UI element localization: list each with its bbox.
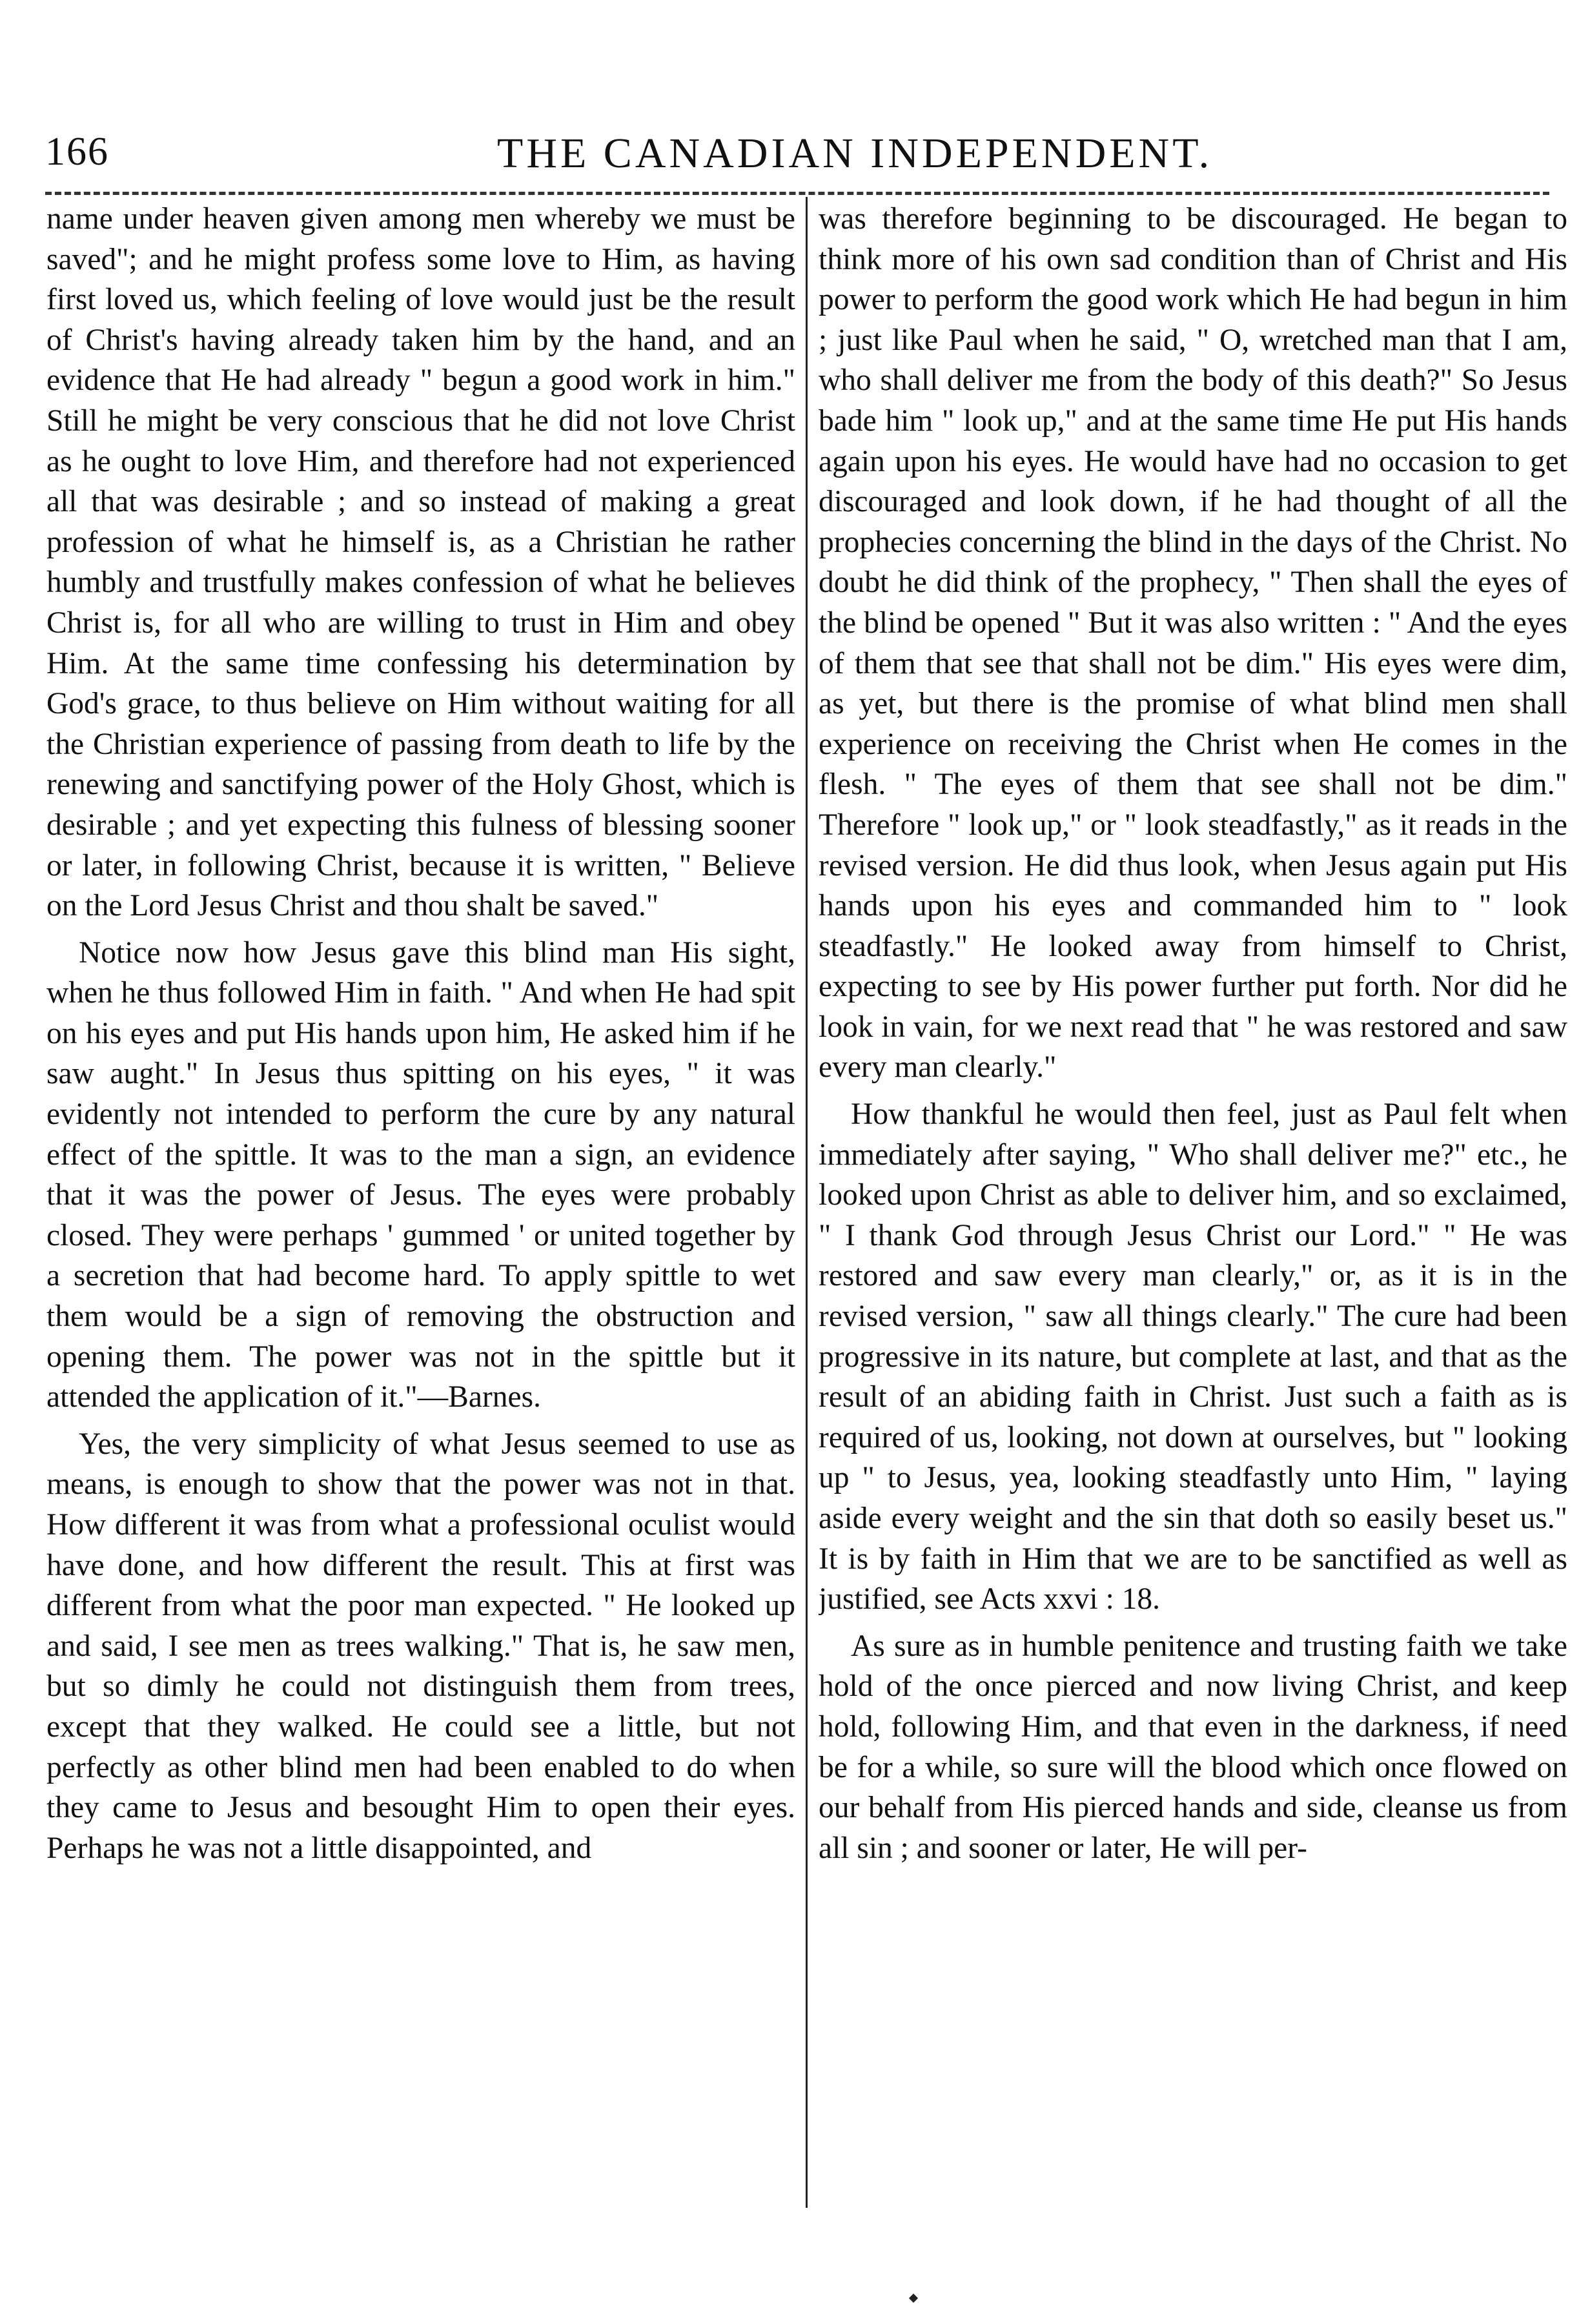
running-title: THE CANADIAN INDEPENDENT. — [497, 130, 1213, 177]
paragraph: Notice now how Jesus gave this blind man His sight, when he thus followed Him in faith. " And when He had spit on his eyes and put His hands upon him, He asked him if he saw aught." In Jesus thus spitting on his eyes, " it was evidently not intended to perform the cure by any natural effect of the spittle. It was to the man a sign, an evidence that it was the power of Jesus. The eyes were probably closed. They were perhaps ' gummed ' or united together by a secretion that had become hard. To apply spittle to wet them would be a sign of removing the obstruction and opening them. The power was not in the spittle but it attended the application of it."—Barnes. — [46, 935, 795, 1414]
page-number: 166 — [45, 130, 109, 174]
right-column — [819, 199, 1567, 2207]
page-header — [45, 129, 1549, 187]
paragraph: was therefore beginning to be discouraged. He began to think more of his own sad condition than of Christ and His power to perform the good work which He had begun in him ; just like Paul when he said, " O, wretched man that I am, who shall deliver me from the body of this death?" So Jesus bade him " look up," and at the same time He put His hands again upon his eyes. He would have had no occasion to get discouraged and look down, if he had thought of all the prophecies concerning the blind in the days of the Christ. No doubt he did think of the prophecy, " Then shall the eyes of the blind be opened " But it was also written : " And the eyes of them that see that shall not be dim." His eyes were dim, as yet, but there is the promise of what blind men shall experience on receiving the Christ when He comes in the flesh. " The eyes of them that see shall not be dim." Therefore " look up," or " look steadfastly," as it reads in the revised version. He did thus look, when Jesus again put His hands upon his eyes and commanded him to " look steadfastly." He looked away from himself to Christ, expecting to see by His power further put forth. Nor did he look in vain, for we next read that " he was restored and saw every man clearly." — [819, 202, 1567, 1085]
column-divider — [806, 197, 808, 2208]
paragraph: name under heaven given among men whereby we must be saved"; and he might profess some love to Him, as having first loved us, which feeling of love would just be the result of Christ's having already taken him by the hand, and an evidence that He had already " begun a good work in him." Still he might be very conscious that he did not love Christ as he ought to love Him, and therefore had not experienced all that was desirable ; and so instead of making a great profession of what he himself is, as a Christian he rather humbly and trustfully makes confession of what he believes Christ is, for all who are willing to trust in Him and obey Him. At the same time confessing his determination by God's grace, to thus believe on Him without waiting for all the Christian experience of passing from death to life by the renewing and sanctifying power of the Holy Ghost, which is desirable ; and yet expecting this fulness of blessing sooner or later, in following Christ, because it is written, " Believe on the Lord Jesus Christ and thou shalt be saved." — [46, 202, 795, 923]
paragraph: How thankful he would then feel, just as Paul felt when immediately after saying, " Who shall deliver me?" etc., he looked upon Christ as able to deliver him, and so exclaimed, " I thank God through Jesus Christ our Lord." " He was restored and saw every man clearly," or, as it is in the revised version, " saw all things clearly." The cure had been progressive in its nature, but complete at last, and that as the result of an abiding faith in Christ. Just such a faith as is required of us, looking, not down at ourselves, but " looking up " to Jesus, yea, looking steadfastly unto Him, " laying aside every weight and the sin that doth so easily beset us." It is by faith in Him that we are to be sanctified as well as justified, see Acts xxvi : 18. — [819, 1097, 1567, 1616]
header-rule — [45, 192, 1549, 195]
left-column — [46, 199, 795, 2207]
paragraph: Yes, the very simplicity of what Jesus seemed to use as means, is enough to show that the power was not in that. How different it was from what a professional oculist would have done, and how different the result. This at first was different from what the poor man expected. " He looked up and said, I see men as trees walking." That is, he saw men, but so dimly he could not distinguish them from trees, except that they walked. He could see a little, but not perfectly as other blind men had been enabled to do when they came to Jesus and besought Him to open their eyes. Perhaps he was not a little disappointed, and — [46, 1427, 795, 1865]
printer-mark — [909, 2294, 918, 2303]
paragraph: As sure as in humble penitence and trusting faith we take hold of the once pierced and now living Christ, and keep hold, following Him, and that even in the darkness, if need be for a while, so sure will the blood which once flowed on our behalf from His pierced hands and side, cleanse us from all sin ; and sooner or later, He will per- — [819, 1629, 1567, 1865]
